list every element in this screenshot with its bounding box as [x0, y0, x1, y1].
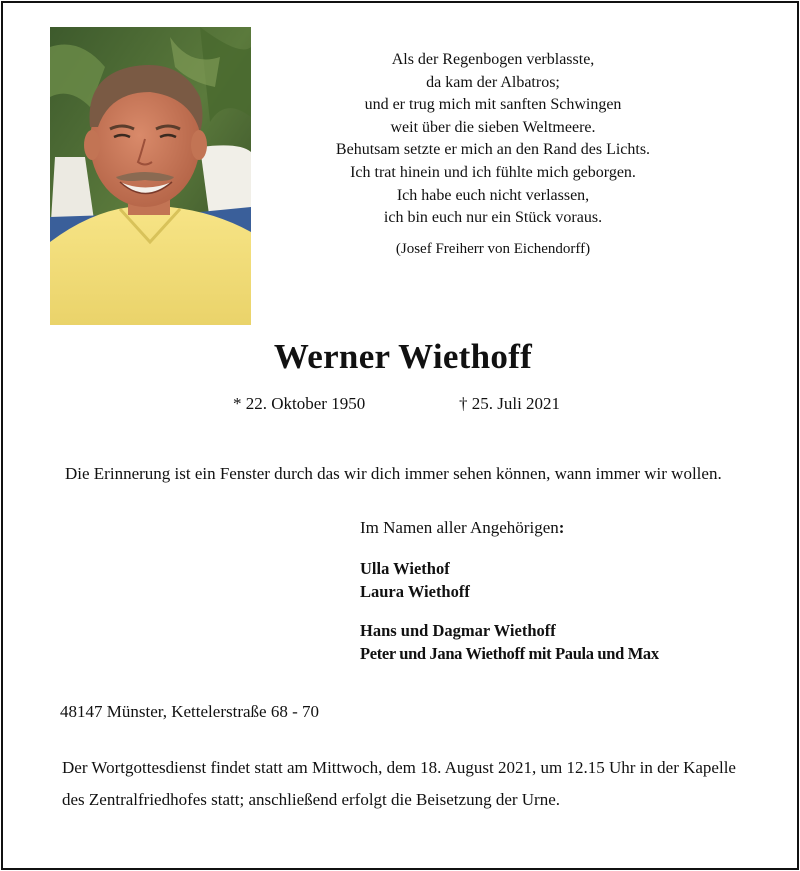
mourners-intro-colon: : [558, 518, 565, 537]
deceased-name: Werner Wiethoff [273, 337, 533, 376]
family-member: Ulla Wiethof [360, 559, 450, 578]
family-group-2 [360, 619, 659, 665]
poem-line: ich bin euch nur ein Stück voraus. [383, 209, 603, 227]
poem-line: Als der Regenbogen verblasste, [391, 51, 595, 68]
mourners-intro-text: Im Namen aller Angehörigen [360, 518, 559, 537]
birth-date: * 22. Oktober 1950 [233, 394, 366, 413]
obituary-frame [1, 1, 799, 870]
family-member: Peter und Jana Wiethoff mit Paula und Max [360, 644, 659, 663]
poem-line: Ich trat hinein und ich fühlte mich geborgen. [350, 163, 636, 181]
portrait-photo [50, 27, 251, 325]
poem-attribution: (Josef Freiherr von Eichendorff) [395, 240, 591, 257]
family-member: Hans und Dagmar Wiethoff [360, 621, 556, 640]
poem-line: weit über die sieben Weltmeere. [390, 118, 596, 136]
family-group-1 [360, 557, 470, 603]
poem-line: und er trug mich mit sanften Schwingen [364, 96, 622, 114]
service-notice: Der Wortgottesdienst findet statt am Mittwoch, dem 18. August 2021, um 12.15 Uhr in der Kapelle des Zentralfriedhofes statt; anschließend erfolgt die Beisetzung der Urne. [62, 758, 736, 809]
poem-line: Behutsam setzte er mich an den Rand des Lichts. [335, 141, 651, 159]
address: 48147 Münster, Kettelerstraße 68 - 70 [60, 702, 319, 721]
death-date: † 25. Juli 2021 [459, 394, 561, 413]
mourners-intro [360, 518, 564, 538]
poem [303, 49, 683, 260]
poem-line: da kam der Albatros; [426, 73, 560, 91]
memorial-quote: Die Erinnerung ist ein Fenster durch das wir dich immer sehen können, wann immer wir wollen. [65, 464, 722, 483]
family-member: Laura Wiethoff [360, 582, 470, 601]
poem-line: Ich habe euch nicht verlassen, [396, 186, 590, 204]
